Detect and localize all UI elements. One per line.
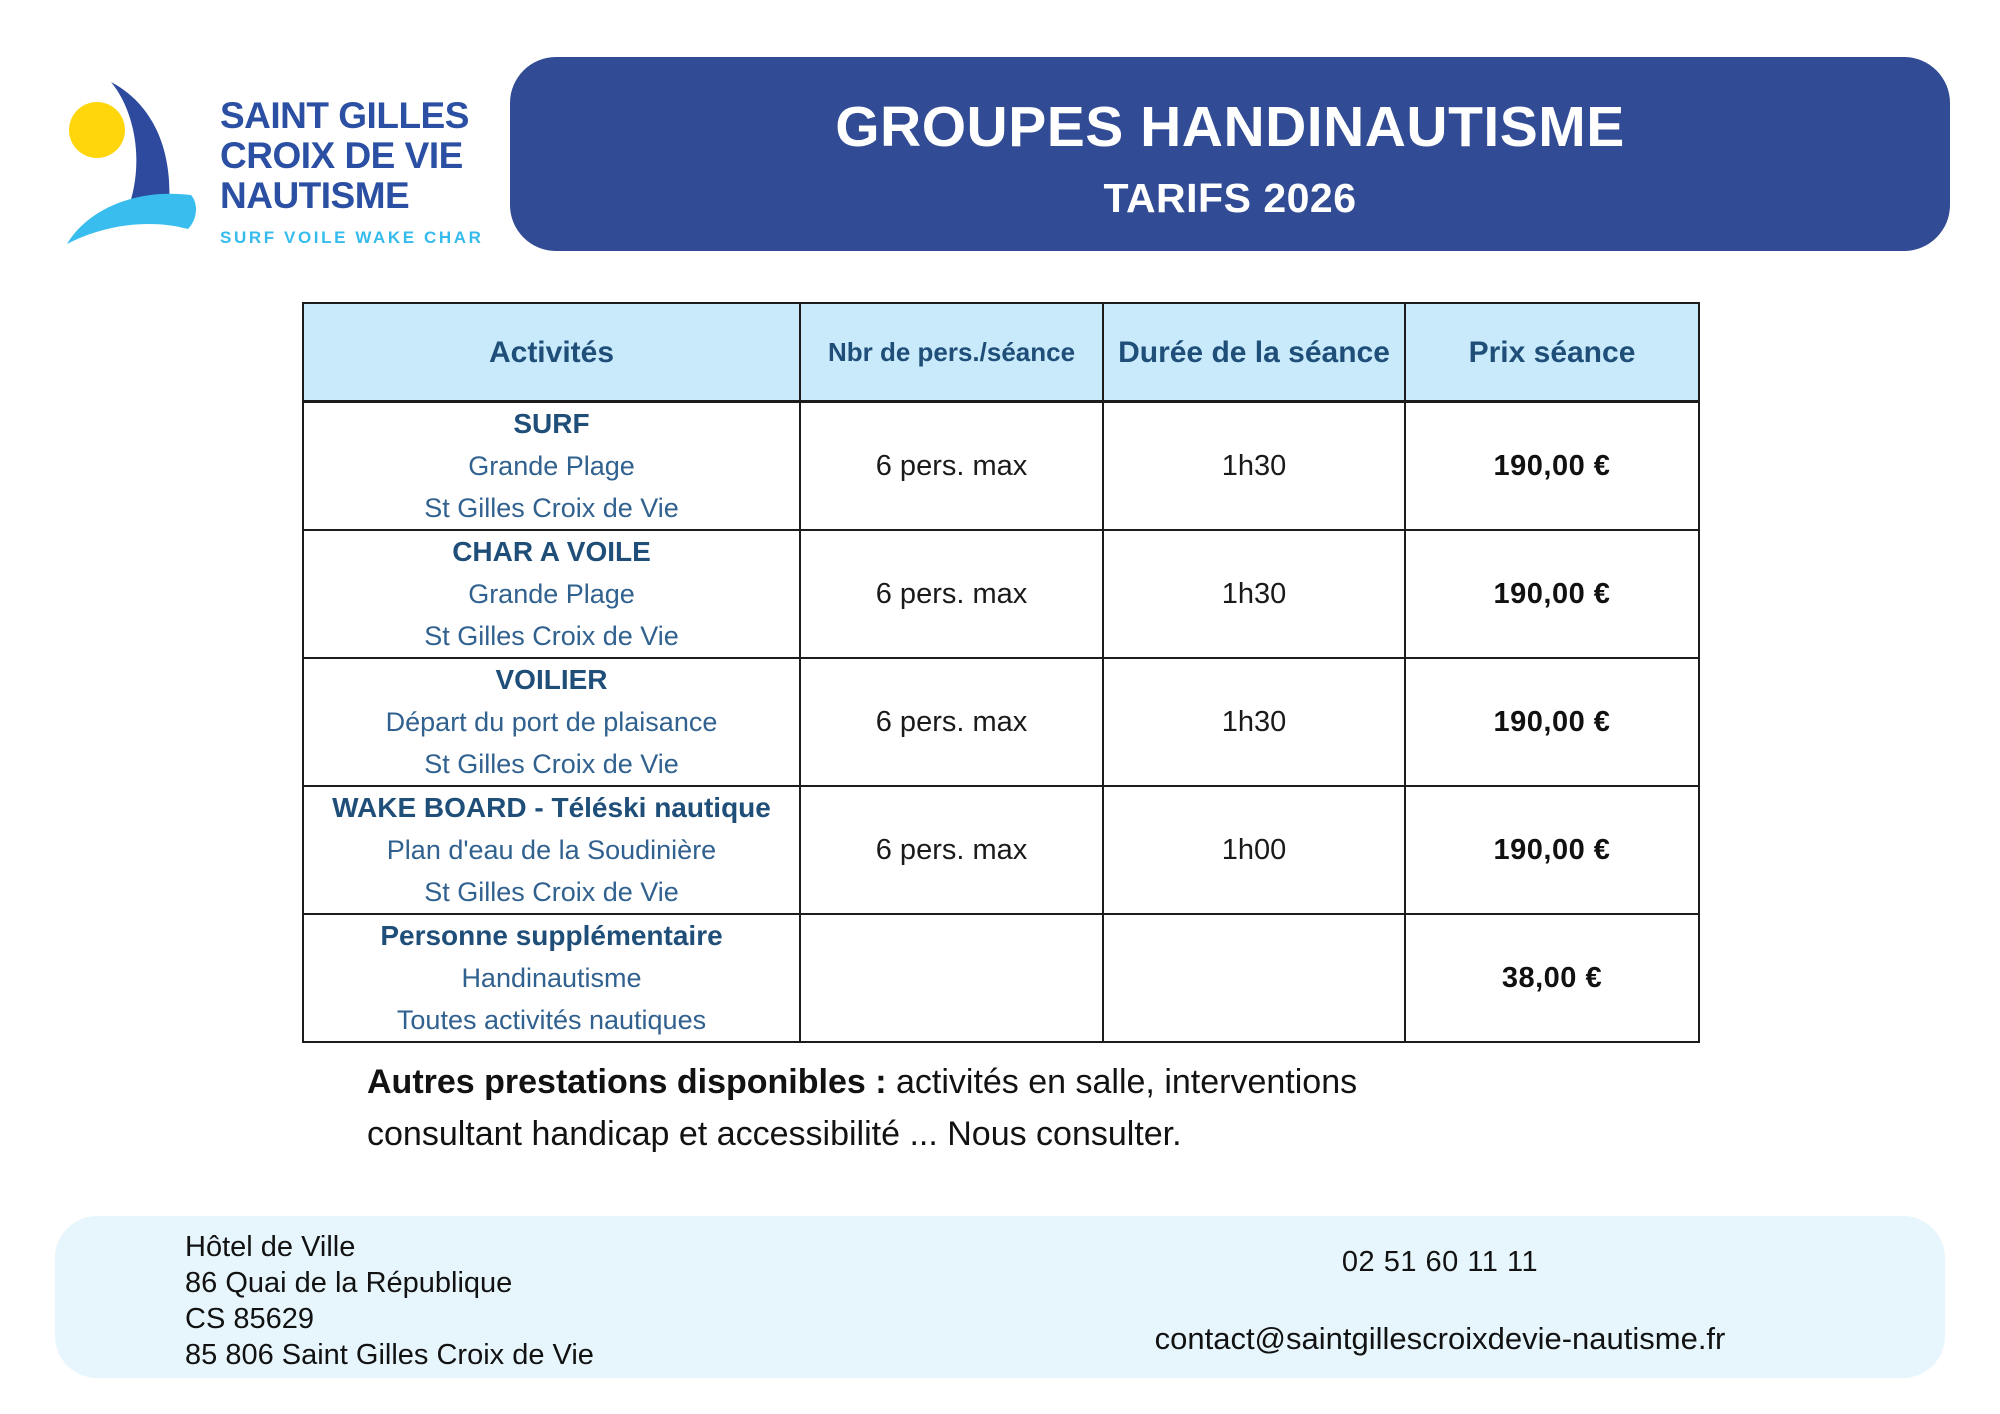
column-header-nbr-pers: Nbr de pers./séance bbox=[800, 303, 1103, 402]
wave-icon bbox=[67, 194, 196, 244]
logo-line-1: SAINT GILLES bbox=[220, 95, 469, 136]
activity-cell bbox=[303, 530, 800, 658]
duration-cell: 1h30 bbox=[1103, 658, 1405, 786]
logo-line-2: CROIX DE VIE bbox=[220, 135, 463, 176]
price-cell: 190,00 € bbox=[1405, 530, 1699, 658]
activity-place: Grande Plage bbox=[468, 451, 635, 481]
capacity-cell: 6 pers. max bbox=[800, 786, 1103, 914]
logo bbox=[58, 80, 484, 248]
activity-name: WAKE BOARD - Téléski nautique bbox=[332, 792, 771, 823]
activity-cell bbox=[303, 402, 800, 531]
price-cell: 38,00 € bbox=[1405, 914, 1699, 1042]
postal-address bbox=[185, 1229, 594, 1373]
activity-name: VOILIER bbox=[495, 664, 608, 695]
activity-place: Grande Plage bbox=[468, 579, 635, 609]
duration-cell: 1h00 bbox=[1103, 786, 1405, 914]
footer-bar bbox=[55, 1216, 1945, 1378]
address-line: 86 Quai de la République bbox=[185, 1267, 513, 1299]
activity-city: St Gilles Croix de Vie bbox=[424, 749, 679, 779]
activity-cell bbox=[303, 658, 800, 786]
price-cell: 190,00 € bbox=[1405, 786, 1699, 914]
logo-line-3: NAUTISME bbox=[220, 175, 410, 216]
table-row bbox=[303, 530, 1699, 658]
note-line-1-rest: activités en salle, interventions bbox=[886, 1063, 1358, 1101]
note-line-1 bbox=[367, 1056, 1357, 1108]
pricing-table bbox=[302, 302, 1700, 1043]
note-bold-prefix: Autres prestations disponibles : bbox=[367, 1063, 887, 1101]
page-subtitle: TARIFS 2026 bbox=[1103, 175, 1357, 221]
column-header-duree: Durée de la séance bbox=[1103, 303, 1405, 402]
phone-number: 02 51 60 11 11 bbox=[1341, 1246, 1539, 1278]
table-row bbox=[303, 914, 1699, 1042]
activity-city: St Gilles Croix de Vie bbox=[424, 621, 679, 651]
contact-block bbox=[935, 1246, 1945, 1357]
activity-cell bbox=[303, 786, 800, 914]
duration-cell bbox=[1103, 914, 1405, 1042]
page-title: GROUPES HANDINAUTISME bbox=[835, 95, 1625, 159]
activity-place: Handinautisme bbox=[461, 963, 642, 993]
other-services-note bbox=[367, 1056, 1357, 1160]
activity-name: SURF bbox=[513, 408, 590, 439]
activity-cell bbox=[303, 914, 800, 1042]
logo-tagline: SURF VOILE WAKE CHAR bbox=[220, 228, 484, 247]
capacity-cell: 6 pers. max bbox=[800, 658, 1103, 786]
capacity-cell: 6 pers. max bbox=[800, 402, 1103, 531]
capacity-cell bbox=[800, 914, 1103, 1042]
address-line: 85 806 Saint Gilles Croix de Vie bbox=[185, 1339, 594, 1371]
capacity-cell: 6 pers. max bbox=[800, 530, 1103, 658]
activity-place: Départ du port de plaisance bbox=[385, 707, 718, 737]
column-header-prix: Prix séance bbox=[1405, 303, 1699, 402]
activity-place: Plan d'eau de la Soudinière bbox=[386, 835, 717, 865]
sailboat-logo-icon bbox=[58, 80, 210, 248]
address-line: Hôtel de Ville bbox=[185, 1231, 356, 1263]
price-cell: 190,00 € bbox=[1405, 402, 1699, 531]
activity-city: St Gilles Croix de Vie bbox=[424, 493, 679, 523]
header-row bbox=[303, 303, 1699, 402]
duration-cell: 1h30 bbox=[1103, 530, 1405, 658]
email-address: contact@saintgillescroixdevie-nautisme.fr bbox=[1154, 1321, 1726, 1356]
table-row bbox=[303, 658, 1699, 786]
table-row bbox=[303, 402, 1699, 531]
duration-cell: 1h30 bbox=[1103, 402, 1405, 531]
activity-name: CHAR A VOILE bbox=[452, 536, 651, 567]
price-cell: 190,00 € bbox=[1405, 658, 1699, 786]
table-row bbox=[303, 786, 1699, 914]
activity-name: Personne supplémentaire bbox=[380, 920, 723, 951]
note-line-2: consultant handicap et accessibilité ... Nous consulter. bbox=[367, 1115, 1182, 1153]
address-line: CS 85629 bbox=[185, 1303, 314, 1335]
sun-icon bbox=[69, 102, 125, 158]
activity-city: St Gilles Croix de Vie bbox=[424, 877, 679, 907]
column-header-activites: Activités bbox=[303, 303, 800, 402]
title-banner bbox=[510, 57, 1950, 251]
logo-wordmark bbox=[220, 80, 484, 248]
activity-city: Toutes activités nautiques bbox=[396, 1005, 707, 1035]
